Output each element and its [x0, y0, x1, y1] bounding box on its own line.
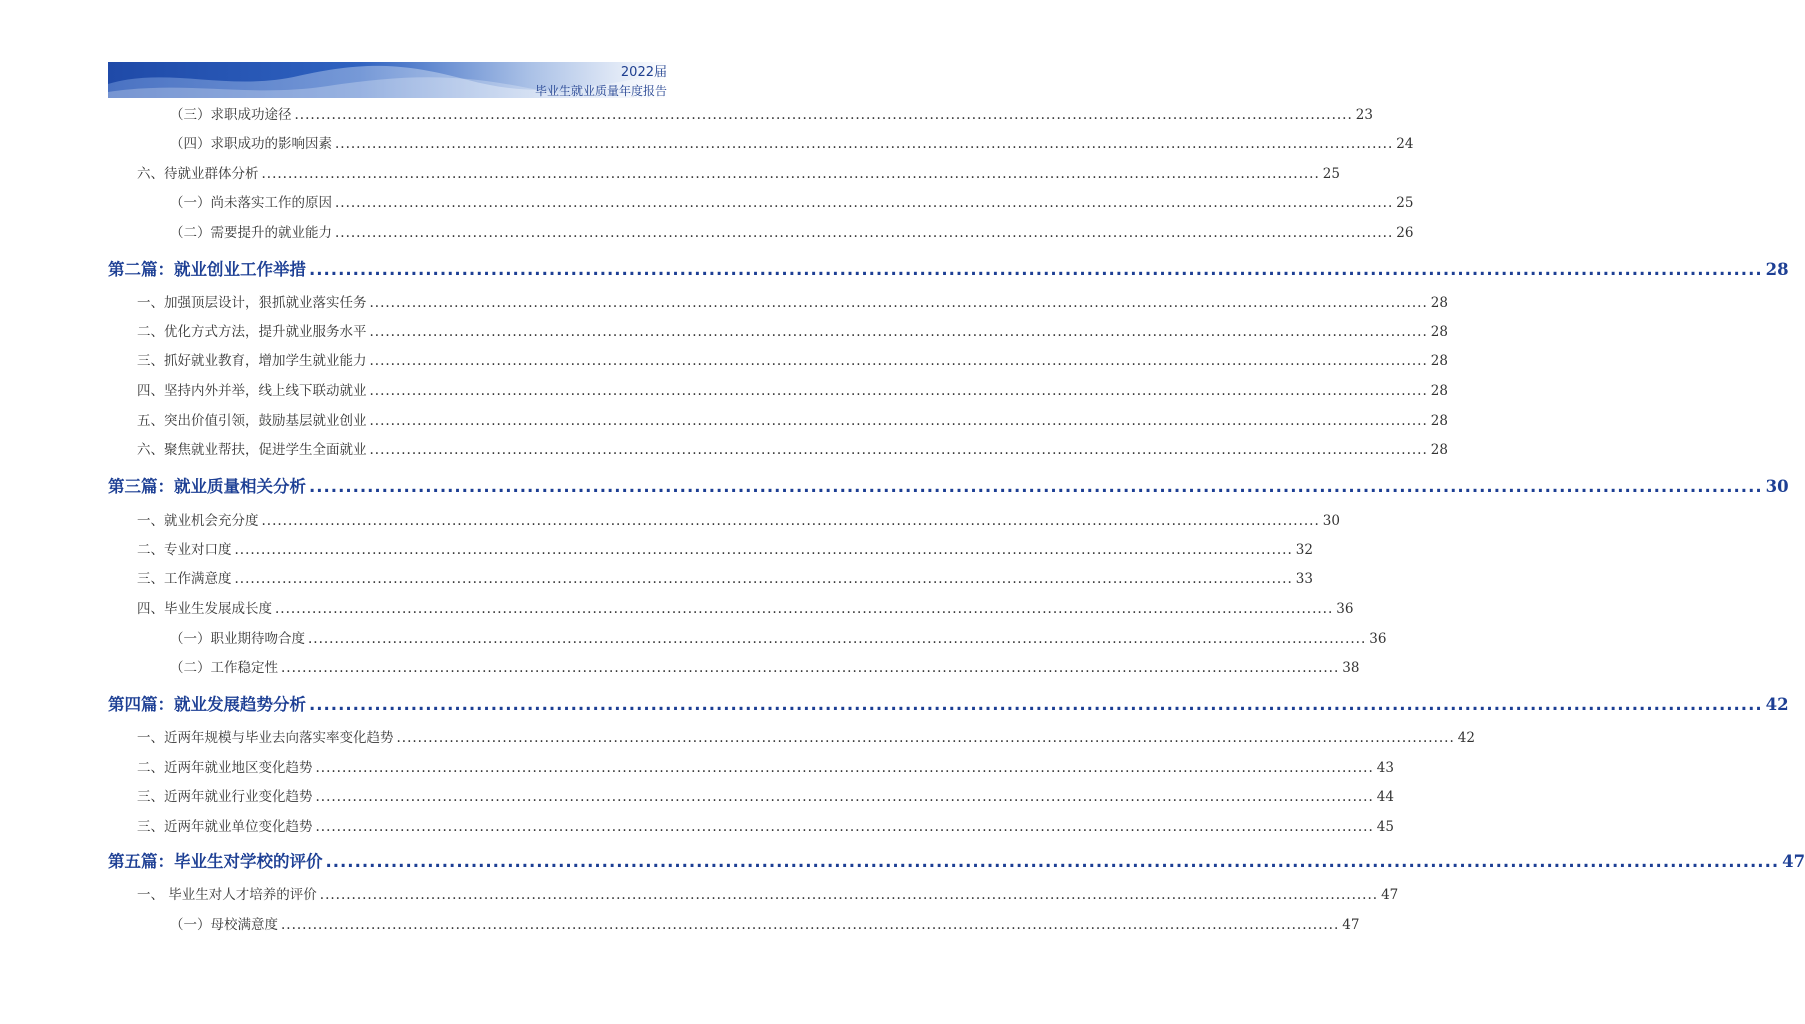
toc-entry-label: 三、抓好就业教育，增加学生就业能力: [137, 353, 367, 369]
report-year: 2022届: [620, 65, 667, 80]
toc-entry-label: （三）求职成功途径: [170, 107, 292, 123]
toc-leader-dots: ........................................................................................................................................................................................................: [309, 260, 1763, 279]
toc-entry[interactable]: [137, 379, 1448, 399]
toc-leader-dots: ........................................................................................................................................................................................................: [369, 442, 1428, 458]
toc-page-number: 24: [1396, 136, 1414, 152]
toc-entry-label: 第二篇：就业创业工作举措: [108, 260, 306, 279]
toc-entry[interactable]: [137, 726, 1475, 746]
toc-leader-dots: ........................................................................................................................................................................................................: [315, 789, 1374, 805]
toc-page-number: 42: [1765, 695, 1789, 714]
toc-leader-dots: ........................................................................................................................................................................................................: [315, 819, 1374, 835]
toc-leader-dots: ........................................................................................................................................................................................................: [275, 601, 1334, 617]
toc-entry-label: 一、就业机会充分度: [137, 513, 259, 529]
toc-leader-dots: ........................................................................................................................................................................................................: [234, 542, 1293, 558]
toc-chapter-entry[interactable]: [108, 691, 1789, 715]
report-title: 毕业生就业质量年度报告: [534, 84, 667, 98]
toc-entry-label: 五、突出价值引领，鼓励基层就业创业: [137, 413, 367, 429]
toc-entry-label: 四、坚持内外并举，线上线下联动就业: [137, 383, 367, 399]
toc-leader-dots: ........................................................................................................................................................................................................: [369, 383, 1428, 399]
toc-page-number: 36: [1336, 601, 1354, 617]
toc-chapter-entry[interactable]: [108, 473, 1789, 497]
toc-entry-label: （一）尚未落实工作的原因: [170, 195, 332, 211]
toc-entry-label: （一）职业期待吻合度: [170, 631, 305, 647]
toc-leader-dots: ........................................................................................................................................................................................................: [319, 887, 1379, 903]
toc-entry-label: 四、毕业生发展成长度: [137, 601, 272, 617]
toc-entry-label: （二）工作稳定性: [170, 660, 278, 676]
toc-entry-label: 第三篇：就业质量相关分析: [108, 477, 306, 496]
toc-entry-label: 一、加强顶层设计，狠抓就业落实任务: [137, 295, 367, 311]
toc-leader-dots: ........................................................................................................................................................................................................: [335, 195, 1394, 211]
toc-page-number: 47: [1381, 887, 1399, 903]
toc-leader-dots: ........................................................................................................................................................................................................: [335, 225, 1394, 241]
toc-leader-dots: ........................................................................................................................................................................................................: [369, 353, 1428, 369]
toc-entry-label: 第四篇：就业发展趋势分析: [108, 695, 306, 714]
toc-entry[interactable]: [137, 438, 1448, 458]
toc-page-number: 28: [1430, 353, 1448, 369]
toc-entry-label: 二、优化方式方法，提升就业服务水平: [137, 324, 367, 340]
toc-entry-label: 三、近两年就业单位变化趋势: [137, 819, 313, 835]
toc-leader-dots: ........................................................................................................................................................................................................: [261, 513, 1320, 529]
toc-page-number: 38: [1342, 660, 1360, 676]
toc-entry[interactable]: [137, 597, 1354, 617]
toc-entry-label: 二、专业对口度: [137, 542, 232, 558]
toc-leader-dots: ........................................................................................................................................................................................................: [315, 760, 1374, 776]
toc-entry[interactable]: [137, 509, 1340, 529]
toc-entry[interactable]: [137, 756, 1394, 776]
toc-leader-dots: ........................................................................................................................................................................................................: [309, 477, 1763, 496]
toc-entry[interactable]: [137, 291, 1448, 311]
report-header: [535, 65, 667, 99]
toc-leader-dots: ........................................................................................................................................................................................................: [335, 136, 1394, 152]
toc-leader-dots: ........................................................................................................................................................................................................: [261, 166, 1320, 182]
toc-entry[interactable]: [170, 103, 1373, 123]
toc-page-number: 25: [1322, 166, 1340, 182]
toc-page-number: 47: [1342, 917, 1360, 933]
toc-page-number: 23: [1355, 107, 1373, 123]
toc-entry[interactable]: [137, 320, 1448, 340]
toc-page-number: 26: [1396, 225, 1414, 241]
toc-page-number: 32: [1295, 542, 1313, 558]
toc-leader-dots: ........................................................................................................................................................................................................: [234, 571, 1293, 587]
toc-leader-dots: ........................................................................................................................................................................................................: [369, 324, 1428, 340]
toc-page-number: 36: [1369, 631, 1387, 647]
toc-chapter-entry[interactable]: [108, 848, 1805, 872]
toc-entry-label: （一）母校满意度: [170, 917, 278, 933]
toc-entry[interactable]: [137, 785, 1394, 805]
toc-entry[interactable]: [170, 913, 1360, 933]
toc-leader-dots: ........................................................................................................................................................................................................: [396, 730, 1455, 746]
toc-page-number: 30: [1322, 513, 1340, 529]
toc-entry-label: 六、待就业群体分析: [137, 166, 259, 182]
toc-entry[interactable]: [170, 191, 1414, 211]
toc-page-number: 30: [1765, 477, 1789, 496]
toc-entry[interactable]: [170, 221, 1414, 241]
toc-page-number: 25: [1396, 195, 1414, 211]
toc-leader-dots: ........................................................................................................................................................................................................: [369, 413, 1428, 429]
toc-entry[interactable]: [137, 162, 1340, 182]
toc-entry[interactable]: [170, 656, 1360, 676]
toc-entry[interactable]: [137, 538, 1313, 558]
toc-entry[interactable]: [137, 883, 1399, 903]
toc-chapter-entry[interactable]: [108, 256, 1789, 280]
toc-entry[interactable]: [137, 567, 1313, 587]
toc-entry-label: 六、聚焦就业帮扶，促进学生全面就业: [137, 442, 367, 458]
toc-entry-label: 一、 毕业生对人才培养的评价: [137, 887, 317, 903]
toc-page-number: 43: [1376, 760, 1394, 776]
toc-entry-label: 第五篇：毕业生对学校的评价: [108, 852, 323, 871]
toc-leader-dots: ........................................................................................................................................................................................................: [309, 695, 1763, 714]
toc-page-number: 45: [1376, 819, 1394, 835]
toc-entry-label: 三、工作满意度: [137, 571, 232, 587]
toc-entry-label: 二、近两年就业地区变化趋势: [137, 760, 313, 776]
toc-page-number: 28: [1430, 324, 1448, 340]
toc-entry-label: （四）求职成功的影响因素: [170, 136, 332, 152]
toc-page-number: 28: [1765, 260, 1789, 279]
toc-entry-label: （二）需要提升的就业能力: [170, 225, 332, 241]
toc-page-number: 42: [1457, 730, 1475, 746]
toc-leader-dots: ........................................................................................................................................................................................................: [308, 631, 1367, 647]
toc-page-number: 28: [1430, 295, 1448, 311]
toc-page-number: 28: [1430, 383, 1448, 399]
toc-leader-dots: ........................................................................................................................................................................................................: [369, 295, 1428, 311]
toc-entry[interactable]: [170, 132, 1414, 152]
toc-leader-dots: ........................................................................................................................................................................................................: [325, 852, 1780, 871]
toc-entry-label: 一、近两年规模与毕业去向落实率变化趋势: [137, 730, 394, 746]
toc-page-number: 33: [1295, 571, 1313, 587]
toc-page-number: 44: [1376, 789, 1394, 805]
toc-leader-dots: ........................................................................................................................................................................................................: [281, 917, 1340, 933]
toc-page-number: 47: [1782, 852, 1805, 871]
toc-page-number: 28: [1430, 442, 1448, 458]
toc-entry[interactable]: [137, 815, 1394, 835]
toc-entry[interactable]: [137, 349, 1448, 369]
toc-page-number: 28: [1430, 413, 1448, 429]
toc-entry[interactable]: [170, 627, 1387, 647]
toc-entry[interactable]: [137, 409, 1448, 429]
toc-leader-dots: ........................................................................................................................................................................................................: [281, 660, 1340, 676]
toc-leader-dots: ........................................................................................................................................................................................................: [294, 107, 1353, 123]
toc-entry-label: 三、近两年就业行业变化趋势: [137, 789, 313, 805]
